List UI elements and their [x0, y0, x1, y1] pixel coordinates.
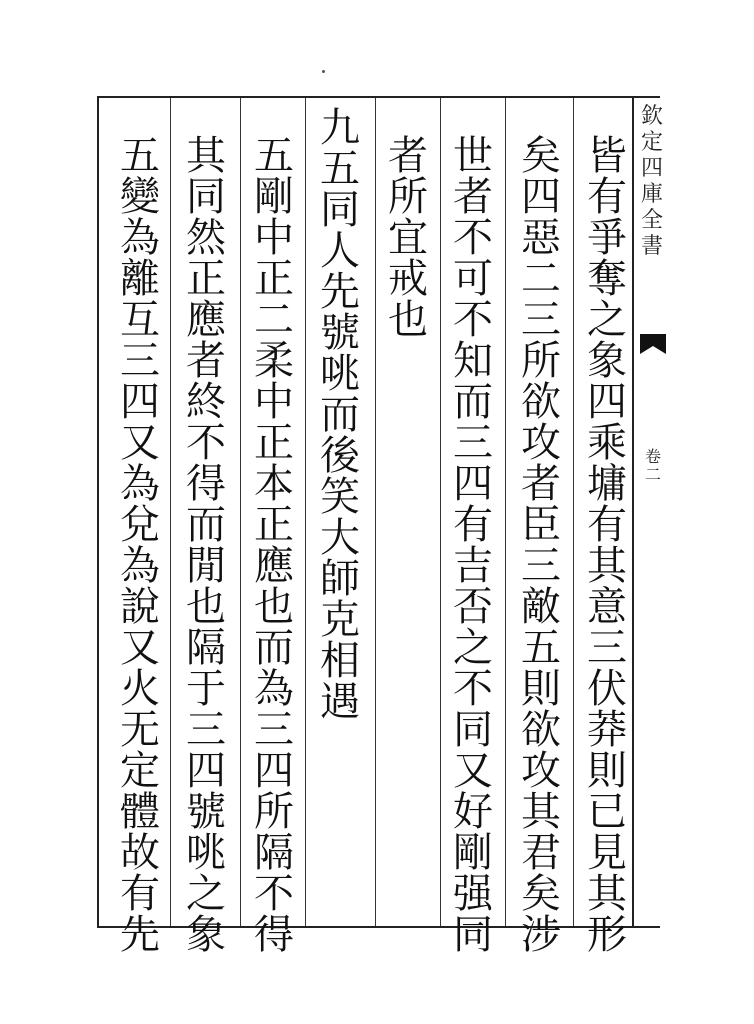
character: 則 — [587, 748, 627, 794]
character: 克 — [320, 597, 360, 643]
column-rule — [240, 98, 241, 926]
character: 得 — [186, 461, 226, 507]
character: 全 — [640, 208, 663, 233]
character: 二 — [644, 465, 661, 484]
column-rule — [440, 98, 441, 926]
character: 體 — [120, 789, 160, 835]
character: 欲 — [521, 379, 561, 425]
character: 吉 — [453, 543, 493, 589]
character: 又 — [120, 420, 160, 466]
character: 五 — [120, 133, 160, 179]
character: 則 — [521, 666, 561, 712]
character: 而 — [453, 379, 493, 425]
character: 涉 — [521, 912, 561, 958]
character: 有 — [587, 174, 627, 220]
character: 所 — [388, 174, 428, 220]
character: 之 — [186, 871, 226, 917]
volume-label — [640, 448, 666, 484]
character: 四 — [453, 461, 493, 507]
character: 同 — [320, 187, 360, 233]
character: 也 — [254, 584, 294, 630]
character: 无 — [120, 707, 160, 753]
character: 形 — [587, 912, 627, 958]
character: 知 — [453, 338, 493, 384]
character: 為 — [120, 461, 160, 507]
character: 宜 — [388, 215, 428, 261]
character: 矣 — [521, 133, 561, 179]
character: 有 — [587, 502, 627, 548]
character: 剛 — [453, 830, 493, 876]
character: 者 — [453, 174, 493, 220]
character: 三 — [186, 707, 226, 753]
character: 為 — [254, 666, 294, 712]
character: 為 — [120, 543, 160, 589]
character: 不 — [254, 871, 294, 917]
character: 奪 — [587, 256, 627, 302]
character: 應 — [186, 297, 226, 343]
character: 火 — [120, 666, 160, 712]
character: 而 — [254, 625, 294, 671]
character: 定 — [120, 748, 160, 794]
character: 見 — [587, 830, 627, 876]
character: 也 — [388, 297, 428, 343]
character: 攻 — [521, 420, 561, 466]
character: 兌 — [120, 502, 160, 548]
character: 三 — [453, 420, 493, 466]
column-rule — [573, 98, 574, 926]
character: 四 — [640, 156, 663, 181]
character: 離 — [120, 256, 160, 302]
character: 而 — [320, 392, 360, 438]
text-column-6 — [244, 133, 304, 958]
character: 咷 — [320, 351, 360, 397]
character: 定 — [640, 130, 663, 155]
character: 三 — [521, 297, 561, 343]
character: 五 — [521, 625, 561, 671]
character: 于 — [186, 666, 226, 712]
character: 不 — [453, 666, 493, 712]
character: 有 — [120, 871, 160, 917]
character: 同 — [453, 912, 493, 958]
character: 號 — [320, 310, 360, 356]
character: 莽 — [587, 707, 627, 753]
character: 者 — [186, 338, 226, 384]
character: 四 — [254, 748, 294, 794]
character: 四 — [186, 748, 226, 794]
character: 其 — [186, 133, 226, 179]
character: 後 — [320, 433, 360, 479]
character: 意 — [587, 584, 627, 630]
column-rule — [305, 98, 306, 926]
character: 臣 — [521, 502, 561, 548]
character: 皆 — [587, 133, 627, 179]
character: 中 — [254, 215, 294, 261]
character: 庫 — [640, 182, 663, 207]
character: 者 — [521, 461, 561, 507]
character: 說 — [120, 584, 160, 630]
character: 又 — [453, 748, 493, 794]
text-column-3 — [443, 133, 503, 958]
character: 同 — [186, 174, 226, 220]
book-title — [638, 104, 666, 260]
character: 先 — [120, 912, 160, 958]
character: 為 — [120, 215, 160, 261]
character: 正 — [186, 256, 226, 302]
character: 同 — [453, 707, 493, 753]
character: 得 — [254, 912, 294, 958]
character: 二 — [521, 256, 561, 302]
character: 閒 — [186, 543, 226, 589]
character: 已 — [587, 789, 627, 835]
character: 有 — [453, 502, 493, 548]
character: 象 — [186, 912, 226, 958]
character: 君 — [521, 830, 561, 876]
character: 正 — [254, 420, 294, 466]
character: 二 — [254, 297, 294, 343]
character: 剛 — [254, 174, 294, 220]
character: 然 — [186, 215, 226, 261]
character: 故 — [120, 830, 160, 876]
character: 爭 — [587, 215, 627, 261]
character: 師 — [320, 556, 360, 602]
character: 惡 — [521, 215, 561, 261]
character: 咷 — [186, 830, 226, 876]
character: 不 — [186, 420, 226, 466]
character: 五 — [320, 146, 360, 192]
character: 不 — [453, 297, 493, 343]
character: 所 — [521, 338, 561, 384]
character: 世 — [453, 133, 493, 179]
character: 本 — [254, 461, 294, 507]
character: 欽 — [640, 104, 663, 129]
character: 三 — [254, 707, 294, 753]
character: 九 — [320, 105, 360, 151]
character: 三 — [521, 543, 561, 589]
character: 好 — [453, 789, 493, 835]
character: 其 — [587, 871, 627, 917]
character: 欲 — [521, 707, 561, 753]
character: 否 — [453, 584, 493, 630]
character: 正 — [254, 256, 294, 302]
character: 應 — [254, 543, 294, 589]
character: 終 — [186, 379, 226, 425]
character: 而 — [186, 502, 226, 548]
text-column-4 — [378, 133, 438, 343]
character: 四 — [587, 379, 627, 425]
character: 也 — [186, 584, 226, 630]
character: 五 — [254, 133, 294, 179]
character: 之 — [587, 297, 627, 343]
character: 其 — [521, 789, 561, 835]
character: 隔 — [186, 625, 226, 671]
character: 卷 — [644, 447, 661, 466]
character: 互 — [120, 297, 160, 343]
text-column-7 — [176, 133, 236, 958]
character: 不 — [453, 215, 493, 261]
character: 遇 — [320, 679, 360, 725]
character: 隔 — [254, 830, 294, 876]
character: 先 — [320, 269, 360, 315]
character: 强 — [453, 871, 493, 917]
character: 三 — [587, 625, 627, 671]
character: 書 — [640, 234, 663, 259]
column-rule — [170, 98, 171, 926]
character: 敵 — [521, 584, 561, 630]
ink-speck — [322, 70, 325, 73]
character: 攻 — [521, 748, 561, 794]
character: 者 — [388, 133, 428, 179]
character: 矣 — [521, 871, 561, 917]
character: 又 — [120, 625, 160, 671]
text-column-1 — [577, 133, 637, 958]
character: 大 — [320, 515, 360, 561]
character: 之 — [453, 625, 493, 671]
character: 所 — [254, 789, 294, 835]
character: 伏 — [587, 666, 627, 712]
character: 柔 — [254, 338, 294, 384]
character: 墉 — [587, 461, 627, 507]
character: 象 — [587, 338, 627, 384]
character: 正 — [254, 502, 294, 548]
character: 中 — [254, 379, 294, 425]
character: 四 — [521, 174, 561, 220]
character: 戒 — [388, 256, 428, 302]
character: 三 — [120, 338, 160, 384]
character: 變 — [120, 174, 160, 220]
character: 其 — [587, 543, 627, 589]
character: 人 — [320, 228, 360, 274]
column-rule — [505, 98, 506, 926]
character: 可 — [453, 256, 493, 302]
text-column-2 — [511, 133, 571, 958]
character: 四 — [120, 379, 160, 425]
character: 號 — [186, 789, 226, 835]
text-column-8 — [110, 133, 170, 958]
text-column-5 — [310, 105, 370, 725]
character: 相 — [320, 638, 360, 684]
character: 笑 — [320, 474, 360, 520]
column-rule — [375, 98, 376, 926]
character: 乘 — [587, 420, 627, 466]
